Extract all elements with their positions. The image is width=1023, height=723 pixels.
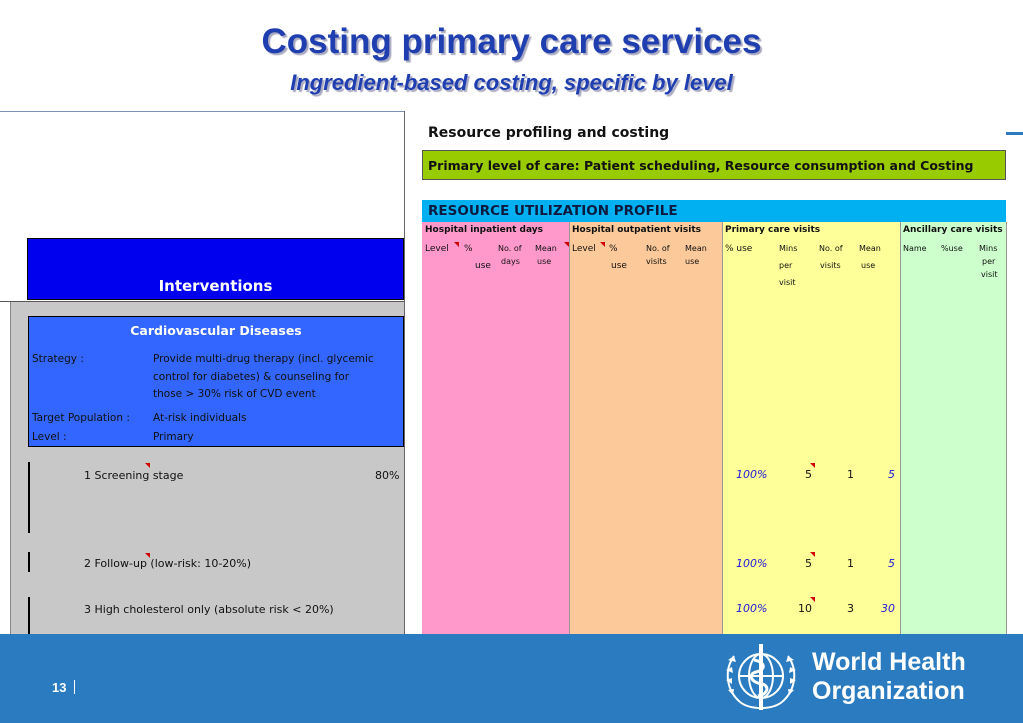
stage-row[interactable] (28, 597, 334, 634)
subheader-mean: Mean (859, 244, 881, 253)
subheader-mins-per: per (982, 257, 996, 266)
subheader-no-of-visits: No. of (646, 244, 670, 253)
edge-accent (1006, 132, 1023, 135)
group-header-outpatient: Hospital outpatient visits (572, 225, 701, 235)
column-separator (722, 222, 723, 634)
subheader-mean-use: use (537, 257, 552, 266)
level-banner-text: Primary level of care: Patient scheduling, Resource consumption and Costing (428, 158, 974, 173)
panel-divider (404, 111, 405, 634)
strategy-line-3: those > 30% risk of CVD event (153, 388, 316, 400)
stage-pct-use: 100% (736, 468, 768, 481)
outpatient-column (569, 222, 722, 634)
level-banner (422, 150, 1006, 180)
slide-subtitle: Ingredient-based costing, specific by level (290, 70, 733, 95)
subheader-level: Level (425, 244, 449, 254)
target-label: Target Population : (32, 412, 130, 424)
strategy-line-1: Provide multi-drug therapy (incl. glycemic (153, 353, 374, 365)
stage-mins: 5 (805, 557, 812, 570)
subheader-mean-use: use (685, 257, 700, 266)
profile-header-text: RESOURCE UTILIZATION PROFILE (428, 203, 678, 219)
ancillary-column (900, 222, 1006, 634)
stage-visits: 3 (847, 602, 854, 615)
subheader-mins: Mins (979, 244, 998, 253)
subheader-mins-visit: visit (981, 270, 998, 279)
stage-row[interactable] (28, 462, 400, 533)
stage-pct: 80% (375, 469, 400, 482)
comment-marker-icon (600, 242, 605, 247)
subheader-mean-use: use (861, 261, 876, 270)
page-number-separator (74, 680, 75, 694)
inpatient-column (422, 222, 569, 634)
disease-block (28, 316, 404, 447)
org-name (812, 648, 966, 706)
subheader-no-of-days-2: days (501, 257, 520, 266)
who-emblem-icon (718, 640, 804, 716)
comment-marker-icon (145, 553, 150, 558)
stage-visits: 1 (847, 557, 854, 570)
comment-marker-icon (810, 597, 815, 602)
stage-mins: 5 (805, 468, 812, 481)
disease-title: Cardiovascular Diseases (130, 323, 302, 338)
column-separator (1006, 222, 1007, 634)
target-value: At-risk individuals (153, 412, 247, 424)
profile-header (422, 200, 1006, 222)
comment-marker-icon (810, 463, 815, 468)
stage-mean: 5 (888, 557, 895, 570)
slide-title: Costing primary care services (261, 22, 762, 61)
stage-visits: 1 (847, 468, 854, 481)
level-value: Primary (153, 431, 194, 443)
org-name-line-1: World Health (812, 648, 966, 676)
stage-pct-use: 100% (736, 557, 768, 570)
subheader-mins-visit: visit (779, 278, 796, 287)
group-header-inpatient: Hospital inpatient days (425, 225, 543, 235)
subheader-mins: Mins (779, 244, 798, 253)
column-separator (900, 222, 901, 634)
stage-pct-use: 100% (736, 602, 768, 615)
subheader-no-of-visits-2: visits (820, 261, 841, 270)
interventions-header (27, 238, 404, 300)
stage-label: 1 Screening stage (84, 469, 184, 482)
subheader-mins-per: per (779, 261, 793, 270)
group-header-primary: Primary care visits (725, 225, 821, 235)
org-name-line-2: Organization (812, 677, 965, 705)
comment-marker-icon (145, 463, 150, 468)
subheader-pct-use: %use (941, 244, 963, 253)
comment-marker-icon (564, 242, 569, 247)
stage-row[interactable] (28, 552, 252, 572)
subheader-no-of-visits: No. of (819, 244, 843, 253)
subheader-use: use (475, 261, 491, 271)
stage-mean: 30 (881, 602, 895, 615)
column-separator (569, 222, 570, 634)
section-title: Resource profiling and costing (428, 125, 670, 141)
subheader-mean: Mean (685, 244, 707, 253)
subheader-pct: % (464, 244, 473, 254)
stage-mins: 10 (798, 602, 812, 615)
subheader-level: Level (572, 244, 596, 254)
subheader-no-of-days: No. of (498, 244, 522, 253)
page-number: 13 (52, 680, 67, 695)
comment-marker-icon (454, 242, 459, 247)
primary-column (722, 222, 900, 634)
subheader-pct-use: % use (725, 244, 753, 254)
subheader-name: Name (903, 244, 927, 253)
interventions-header-text: Interventions (158, 277, 273, 295)
subheader-pct: % (609, 244, 618, 254)
left-divider (0, 301, 404, 302)
subheader-no-of-visits-2: visits (646, 257, 667, 266)
strategy-label: Strategy : (32, 353, 84, 365)
level-label: Level : (32, 431, 67, 443)
subheader-use: use (611, 261, 627, 271)
group-header-ancillary: Ancillary care visits (903, 225, 1003, 235)
subheader-mean: Mean (535, 244, 557, 253)
comment-marker-icon (810, 552, 815, 557)
stage-label: 2 Follow-up (low-risk: 10-20%) (84, 557, 252, 570)
stage-mean: 5 (888, 468, 895, 481)
strategy-line-2: control for diabetes) & counseling for (153, 371, 350, 383)
stage-label: 3 High cholesterol only (absolute risk < 20%) (84, 603, 334, 616)
